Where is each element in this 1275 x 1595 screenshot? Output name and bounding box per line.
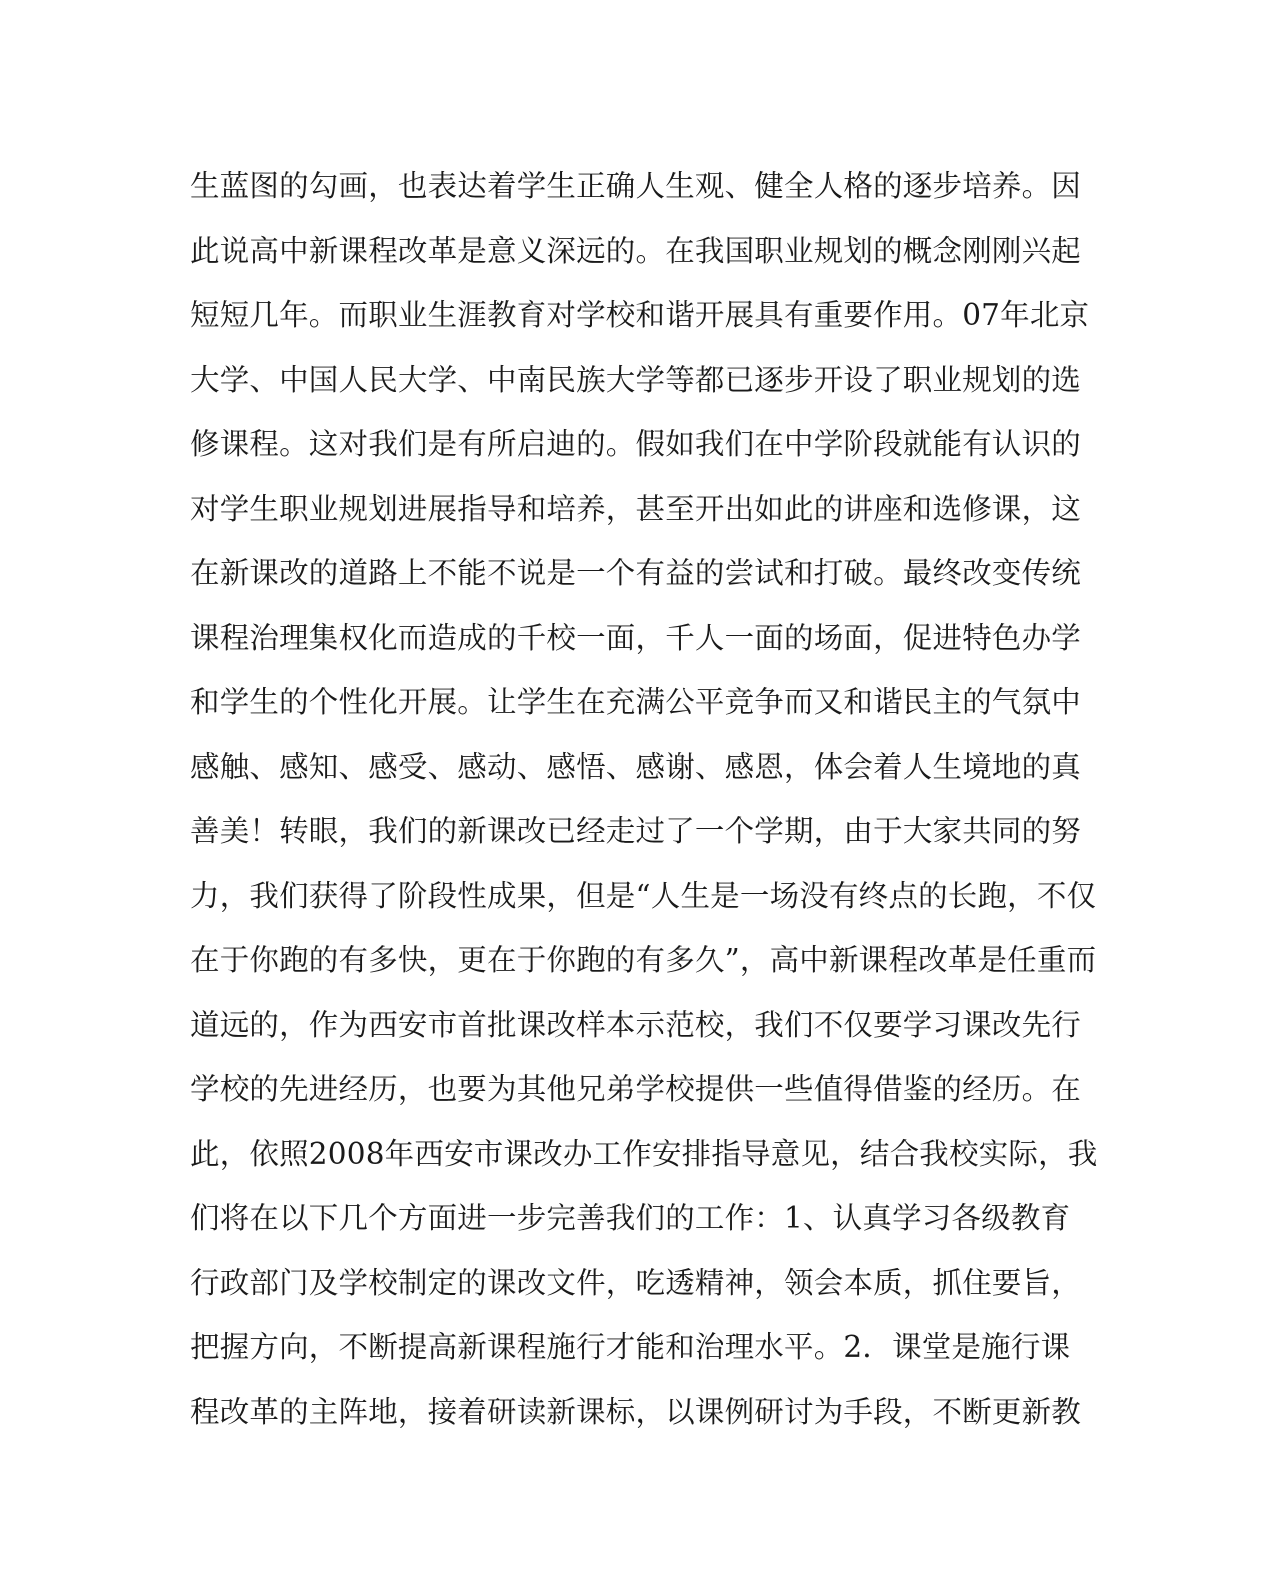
text-line: 和学生的个性化开展。让学生在充满公平竞争而又和谐民主的气氛中 <box>190 685 1082 719</box>
text-line: 行政部门及学校制定的课改文件，吃透精神，领会本质，抓住要旨， <box>190 1265 1082 1300</box>
text-line: 此说高中新课程改革是意义深远的。在我国职业规划的概念刚刚兴起 <box>190 233 1082 268</box>
text-line: 感触、感知、感受、感动、感悟、感谢、感恩，体会着人生境地的真 <box>190 749 1082 784</box>
text-line: 生蓝图的勾画，也表达着学生正确人生观、健全人格的逐步培养。因 <box>190 169 1082 203</box>
text-line: 对学生职业规划进展指导和培养，甚至开出如此的讲座和选修课，这 <box>190 491 1082 526</box>
text-line: 短短几年。而职业生涯教育对学校和谐开展具有重要作用。07年北京 <box>190 298 1090 332</box>
text-line: 在于你跑的有多快，更在于你跑的有多久”，高中新课程改革是任重而 <box>190 943 1097 977</box>
text-line: 们将在以下几个方面进一步完善我们的工作：1、认真学习各级教育 <box>190 1201 1071 1235</box>
text-line: 程改革的主阵地，接着研读新课标，以课例研讨为手段，不断更新教 <box>190 1394 1082 1429</box>
text-line: 大学、中国人民大学、中南民族大学等都已逐步开设了职业规划的选 <box>190 362 1082 397</box>
text-line: 课程治理集权化而造成的千校一面，千人一面的场面，促进特色办学 <box>190 620 1082 655</box>
text-line: 学校的先进经历，也要为其他兄弟学校提供一些值得借鉴的经历。在 <box>190 1072 1082 1106</box>
text-line: 善美！转眼，我们的新课改已经走过了一个学期，由于大家共同的努 <box>190 814 1082 848</box>
text-line: 力，我们获得了阶段性成果，但是“人生是一场没有终点的长跑，不仅 <box>190 878 1097 913</box>
text-line: 道远的，作为西安市首批课改样本示范校，我们不仅要学习课改先行 <box>190 1007 1082 1042</box>
text-line: 在新课改的道路上不能不说是一个有益的尝试和打破。最终改变传统 <box>190 556 1082 590</box>
body-paragraph <box>190 159 1098 1449</box>
text-line: 把握方向，不断提高新课程施行才能和治理水平。2．课堂是施行课 <box>190 1330 1071 1364</box>
text-line: 此，依照2008年西安市课改办工作安排指导意见，结合我校实际，我 <box>190 1136 1098 1171</box>
text-line: 修课程。这对我们是有所启迪的。假如我们在中学阶段就能有认识的 <box>190 427 1082 461</box>
